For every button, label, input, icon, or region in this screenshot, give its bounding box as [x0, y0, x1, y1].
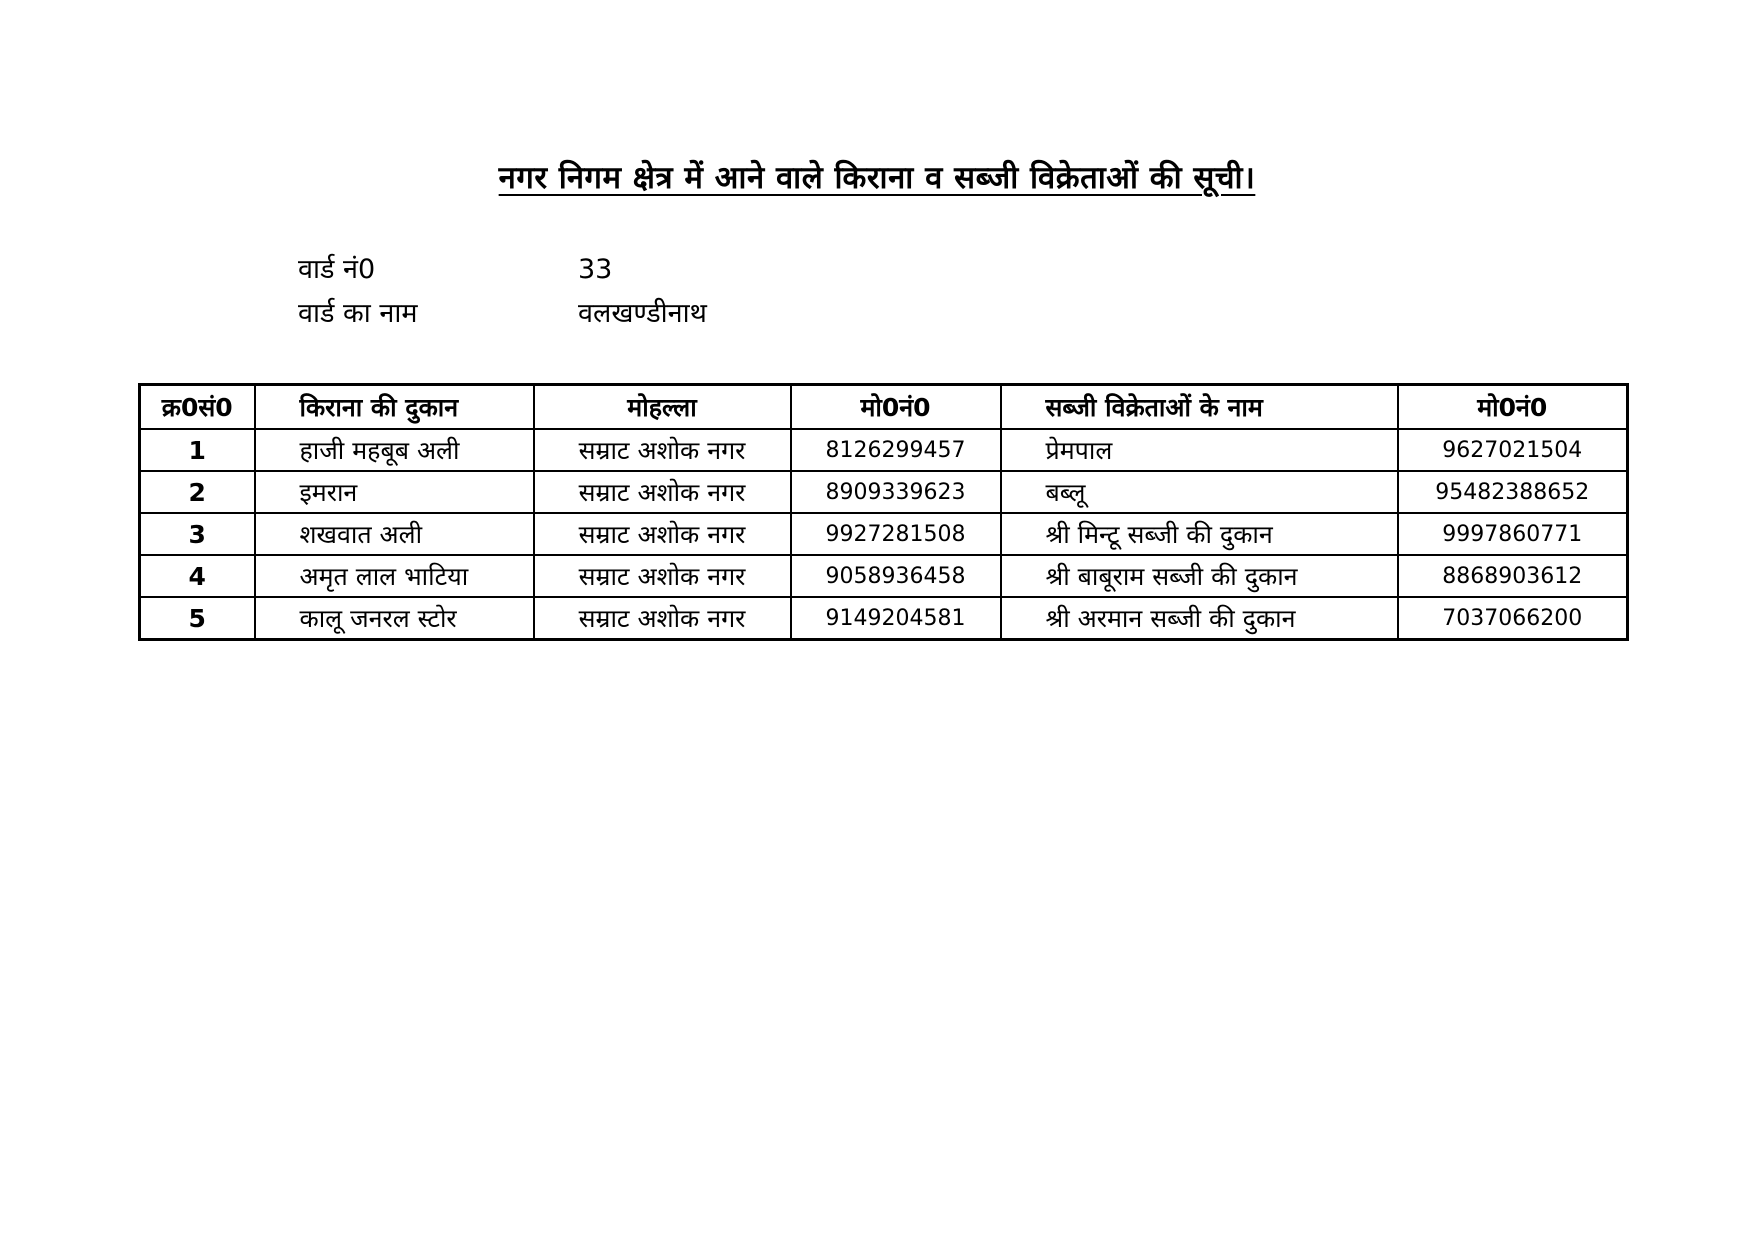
locality-cell: सम्राट अशोक नगर	[534, 513, 791, 555]
table-row	[140, 513, 1628, 555]
grocery-shop-cell: शखवात अली	[255, 513, 534, 555]
mobile-cell: 95482388652	[1398, 471, 1628, 513]
ward-number-value: 33	[578, 254, 613, 285]
serial-cell: 5	[140, 597, 255, 640]
header-locality: मोहल्ला	[534, 385, 791, 430]
locality-cell: सम्राट अशोक नगर	[534, 555, 791, 597]
ward-name-label: वार्ड का नाम	[298, 298, 418, 329]
locality-cell: सम्राट अशोक नगर	[534, 429, 791, 471]
document-title-text: नगर निगम क्षेत्र में आने वाले किराना व सब्जी विक्रेताओं की सूची।	[498, 160, 1256, 196]
grocery-shop-cell: इमरान	[255, 471, 534, 513]
locality-cell: सम्राट अशोक नगर	[534, 471, 791, 513]
mobile-cell: 9149204581	[791, 597, 1001, 640]
vegetable-vendor-cell: प्रेमपाल	[1001, 429, 1398, 471]
header-grocery-shop: किराना की दुकान	[255, 385, 534, 430]
vendor-table	[138, 383, 1629, 641]
locality-cell: सम्राट अशोक नगर	[534, 597, 791, 640]
table-row	[140, 471, 1628, 513]
mobile-cell: 9627021504	[1398, 429, 1628, 471]
vegetable-vendor-cell: बब्लू	[1001, 471, 1398, 513]
header-serial: क्र0सं0	[140, 385, 255, 430]
header-vegetable-vendor: सब्जी विक्रेताओं के नाम	[1001, 385, 1398, 430]
mobile-cell: 9997860771	[1398, 513, 1628, 555]
grocery-shop-cell: अमृत लाल भाटिया	[255, 555, 534, 597]
serial-cell: 2	[140, 471, 255, 513]
table-header-row	[140, 385, 1628, 430]
mobile-cell: 8909339623	[791, 471, 1001, 513]
table-row	[140, 429, 1628, 471]
mobile-cell: 8126299457	[791, 429, 1001, 471]
grocery-shop-cell: कालू जनरल स्टोर	[255, 597, 534, 640]
table-row	[140, 555, 1628, 597]
mobile-cell: 9927281508	[791, 513, 1001, 555]
mobile-cell: 7037066200	[1398, 597, 1628, 640]
vegetable-vendor-cell: श्री बाबूराम सब्जी की दुकान	[1001, 555, 1398, 597]
serial-cell: 4	[140, 555, 255, 597]
header-mobile-2: मो0नं0	[1398, 385, 1628, 430]
serial-cell: 1	[140, 429, 255, 471]
table-row	[140, 597, 1628, 640]
mobile-cell: 9058936458	[791, 555, 1001, 597]
ward-number-label: वार्ड नं0	[298, 254, 376, 285]
serial-cell: 3	[140, 513, 255, 555]
grocery-shop-cell: हाजी महबूब अली	[255, 429, 534, 471]
header-mobile-1: मो0नं0	[791, 385, 1001, 430]
document-title	[0, 156, 1754, 198]
mobile-cell: 8868903612	[1398, 555, 1628, 597]
ward-name-value: वलखण्डीनाथ	[578, 298, 707, 329]
vegetable-vendor-cell: श्री मिन्टू सब्जी की दुकान	[1001, 513, 1398, 555]
vegetable-vendor-cell: श्री अरमान सब्जी की दुकान	[1001, 597, 1398, 640]
